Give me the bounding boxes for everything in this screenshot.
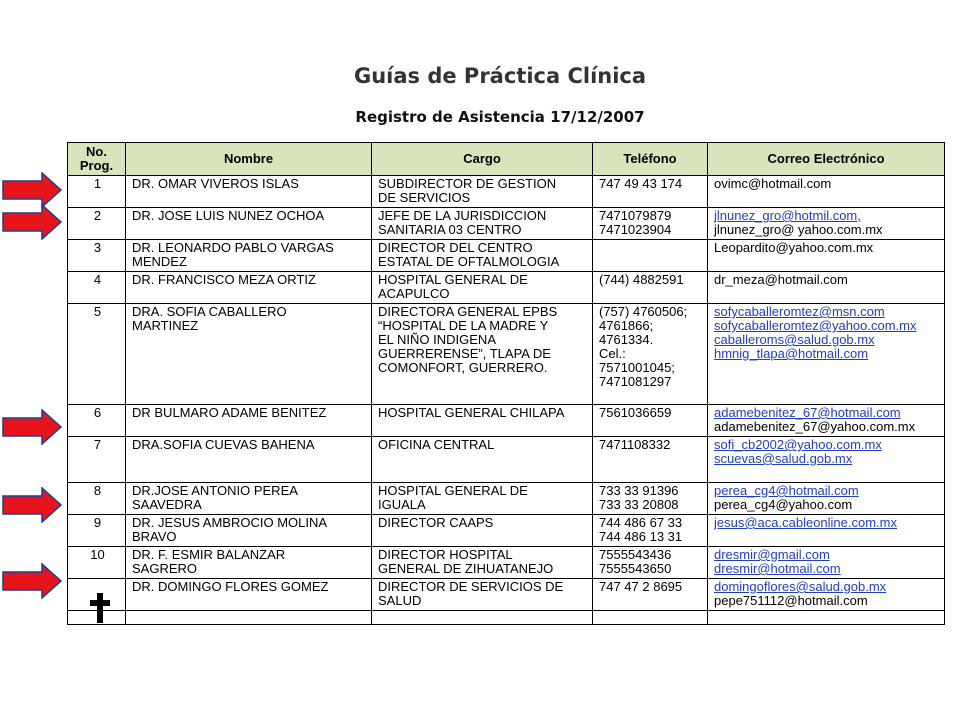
cell-no-prog: 6 [68, 405, 126, 437]
telefono-line: 7555543650 [599, 561, 672, 576]
cell-cargo [372, 611, 593, 625]
email-text: adamebenitez_67@yahoo.com.mx [714, 419, 916, 434]
cell-cargo [372, 437, 593, 483]
nombre-line: DRA.SOFIA CUEVAS BAHENA [132, 437, 315, 452]
cell-telefono [593, 240, 708, 272]
cargo-line: “HOSPITAL DE LA MADRE Y [378, 318, 549, 333]
cell-correo [708, 437, 945, 483]
table-row [68, 547, 945, 579]
cargo-line: HOSPITAL GENERAL DE [378, 483, 528, 498]
arrow-right-icon [2, 172, 62, 208]
nombre-line: DRA. SOFIA CABALLERO [132, 304, 287, 319]
cell-nombre [126, 483, 372, 515]
header-telefono: Teléfono [593, 143, 708, 176]
cell-cargo [372, 515, 593, 547]
cargo-line: DIRECTOR DE SERVICIOS DE [378, 579, 564, 594]
cell-correo [708, 611, 945, 625]
cargo-line: SUBDIRECTOR DE GESTION [378, 176, 557, 191]
cargo-line: OFICINA CENTRAL [378, 437, 495, 452]
nombre-line: DR. JESUS AMBROCIO MOLINA [132, 515, 328, 530]
email-link[interactable]: dresmir@hotmail.com [714, 561, 841, 576]
nombre-line: BRAVO [132, 529, 177, 544]
email-link[interactable]: hmnig_tlapa@hotmail.com [714, 346, 869, 361]
telefono-line: 733 33 20808 [599, 497, 679, 512]
cell-telefono [593, 547, 708, 579]
telefono-line: (744) 4882591 [599, 272, 684, 287]
cargo-line: DIRECTOR DEL CENTRO [378, 240, 533, 255]
cell-telefono [593, 515, 708, 547]
header-correo: Correo Electrónico [708, 143, 945, 176]
nombre-line: MENDEZ [132, 254, 187, 269]
cell-correo [708, 272, 945, 304]
cell-correo [708, 515, 945, 547]
cell-cargo [372, 272, 593, 304]
table-row [68, 240, 945, 272]
cell-correo [708, 547, 945, 579]
nombre-line: MARTINEZ [132, 318, 199, 333]
cell-nombre [126, 437, 372, 483]
cargo-line: GENERAL DE ZIHUATANEJO [378, 561, 554, 576]
email-link[interactable]: adamebenitez_67@hotmail.com [714, 405, 901, 420]
cell-nombre [126, 176, 372, 208]
email-link[interactable]: caballeroms@salud.gob.mx [714, 332, 875, 347]
cell-nombre [126, 579, 372, 611]
email-text: perea_cg4@yahoo.com [714, 497, 853, 512]
cell-telefono [593, 272, 708, 304]
table-row [68, 437, 945, 483]
telefono-line: 747 47 2 8695 [599, 579, 683, 594]
cell-cargo [372, 483, 593, 515]
nombre-line: DR. JOSE LUIS NUNEZ OCHOA [132, 208, 325, 223]
cell-no-prog: 3 [68, 240, 126, 272]
telefono-line: (757) 4760506; [599, 304, 688, 319]
cell-no-prog: 9 [68, 515, 126, 547]
cell-correo [708, 240, 945, 272]
cell-nombre [126, 304, 372, 405]
cargo-line: DIRECTOR HOSPITAL [378, 547, 513, 562]
telefono-line: 4761866; [599, 318, 654, 333]
cargo-line: COMONFORT, GUERRERO. [378, 360, 548, 375]
email-link[interactable]: perea_cg4@hotmail.com [714, 483, 859, 498]
telefono-line: 7555543436 [599, 547, 672, 562]
cell-telefono [593, 176, 708, 208]
table-row [68, 304, 945, 405]
table-row [68, 483, 945, 515]
telefono-line: 4761334. [599, 332, 654, 347]
telefono-line: 7471023904 [599, 222, 672, 237]
cargo-line: ACAPULCO [378, 286, 450, 301]
cargo-line: DE SERVICIOS [378, 190, 471, 205]
cargo-line: DIRECTOR CAAPS [378, 515, 494, 530]
cell-correo [708, 208, 945, 240]
cargo-line: EL NIÑO INDIGENA [378, 332, 496, 347]
email-link[interactable]: domingoflores@salud.gob.mx [714, 579, 887, 594]
table-row [68, 405, 945, 437]
arrow-right-icon [2, 409, 62, 445]
cargo-line: HOSPITAL GENERAL CHILAPA [378, 405, 565, 420]
cell-no-prog: 2 [68, 208, 126, 240]
telefono-line: 744 486 67 33 [599, 515, 683, 530]
table-row [68, 208, 945, 240]
email-text: Leopardito@yahoo.com.mx [714, 240, 874, 255]
cargo-line: HOSPITAL GENERAL DE [378, 272, 528, 287]
cell-cargo [372, 579, 593, 611]
cell-telefono [593, 579, 708, 611]
cell-cargo [372, 547, 593, 579]
cell-correo [708, 176, 945, 208]
email-link[interactable]: scuevas@salud.gob.mx [714, 451, 853, 466]
email-link[interactable]: sofycaballeromtez@yahoo.com.mx [714, 318, 917, 333]
nombre-line: DR. F. ESMIR BALANZAR [132, 547, 286, 562]
cell-telefono [593, 304, 708, 405]
cell-nombre [126, 611, 372, 625]
nombre-line: DR.JOSE ANTONIO PEREA [132, 483, 298, 498]
nombre-line: SAGRERO [132, 561, 198, 576]
table-row [68, 272, 945, 304]
cargo-line: SANITARIA 03 CENTRO [378, 222, 522, 237]
cell-cargo [372, 405, 593, 437]
nombre-line: DR BULMARO ADAME BENITEZ [132, 405, 327, 420]
email-link[interactable]: sofi_cb2002@yahoo.com.mx [714, 437, 882, 452]
cell-nombre [126, 405, 372, 437]
email-text: ovimc@hotmail.com [714, 176, 832, 191]
email-link[interactable]: jlnunez_gro@hotmil.com, [714, 208, 861, 223]
nombre-line: DR. FRANCISCO MEZA ORTIZ [132, 272, 316, 287]
cargo-line: ESTATAL DE OFTALMOLOGIA [378, 254, 560, 269]
cell-telefono [593, 611, 708, 625]
page-subtitle: Registro de Asistencia 17/12/2007 [355, 108, 645, 126]
cell-correo [708, 483, 945, 515]
header-no-prog: No. Prog. [68, 143, 126, 176]
cell-nombre [126, 515, 372, 547]
cell-telefono [593, 208, 708, 240]
cell-no-prog: 8 [68, 483, 126, 515]
nombre-line: DR. DOMINGO FLORES GOMEZ [132, 579, 329, 594]
cell-no-prog: 5 [68, 304, 126, 405]
telefono-line: 7471079879 [599, 208, 672, 223]
header-nombre: Nombre [126, 143, 372, 176]
cargo-line: SALUD [378, 593, 422, 608]
table-row [68, 611, 945, 625]
cell-cargo [372, 208, 593, 240]
cargo-line: DIRECTORA GENERAL EPBS [378, 304, 558, 319]
table-row [68, 176, 945, 208]
cargo-line: JEFE DE LA JURISDICCION [378, 208, 547, 223]
cross-icon [88, 592, 112, 624]
email-link[interactable]: sofycaballeromtez@msn.com [714, 304, 885, 319]
nombre-line: SAAVEDRA [132, 497, 202, 512]
nombre-line: DR. OMAR VIVEROS ISLAS [132, 176, 299, 191]
arrow-right-icon [2, 487, 62, 523]
cell-nombre [126, 272, 372, 304]
email-link[interactable]: jesus@aca.cableonline.com.mx [714, 515, 898, 530]
cell-correo [708, 304, 945, 405]
email-text: pepe751112@hotmail.com [714, 593, 868, 608]
table-row [68, 579, 945, 611]
cell-nombre [126, 240, 372, 272]
telefono-line: 7561036659 [599, 405, 672, 420]
cell-nombre [126, 547, 372, 579]
table-body [68, 176, 945, 625]
arrow-right-icon [2, 563, 62, 599]
cell-cargo [372, 304, 593, 405]
cell-cargo [372, 176, 593, 208]
email-text: jlnunez_gro@ yahoo.com.mx [714, 222, 883, 237]
header-cargo: Cargo [372, 143, 593, 176]
cell-no-prog: 7 [68, 437, 126, 483]
nombre-line: DR. LEONARDO PABLO VARGAS [132, 240, 334, 255]
telefono-line: 733 33 91396 [599, 483, 679, 498]
attendance-table [67, 142, 945, 625]
cell-no-prog: 10 [68, 547, 126, 579]
cargo-line: IGUALA [378, 497, 426, 512]
arrow-right-icon [2, 204, 62, 240]
cell-telefono [593, 483, 708, 515]
telefono-line: 7471108332 [599, 437, 671, 452]
cell-cargo [372, 240, 593, 272]
cell-no-prog: 1 [68, 176, 126, 208]
email-text: dr_meza@hotmail.com [714, 272, 848, 287]
cargo-line: GUERRERENSE”, TLAPA DE [378, 346, 551, 361]
telefono-line: 7471081297 [599, 374, 672, 389]
email-link[interactable]: dresmir@gmail.com [714, 547, 830, 562]
page-title: Guías de Práctica Clínica [353, 64, 647, 88]
table-header-row [68, 143, 945, 176]
telefono-line: 7571001045; [599, 360, 675, 375]
cell-correo [708, 405, 945, 437]
telefono-line: Cel.: [599, 346, 626, 361]
cell-no-prog: 4 [68, 272, 126, 304]
cell-correo [708, 579, 945, 611]
cell-nombre [126, 208, 372, 240]
telefono-line: 747 49 43 174 [599, 176, 683, 191]
table-row [68, 515, 945, 547]
cell-telefono [593, 405, 708, 437]
telefono-line: 744 486 13 31 [599, 529, 683, 544]
cell-telefono [593, 437, 708, 483]
